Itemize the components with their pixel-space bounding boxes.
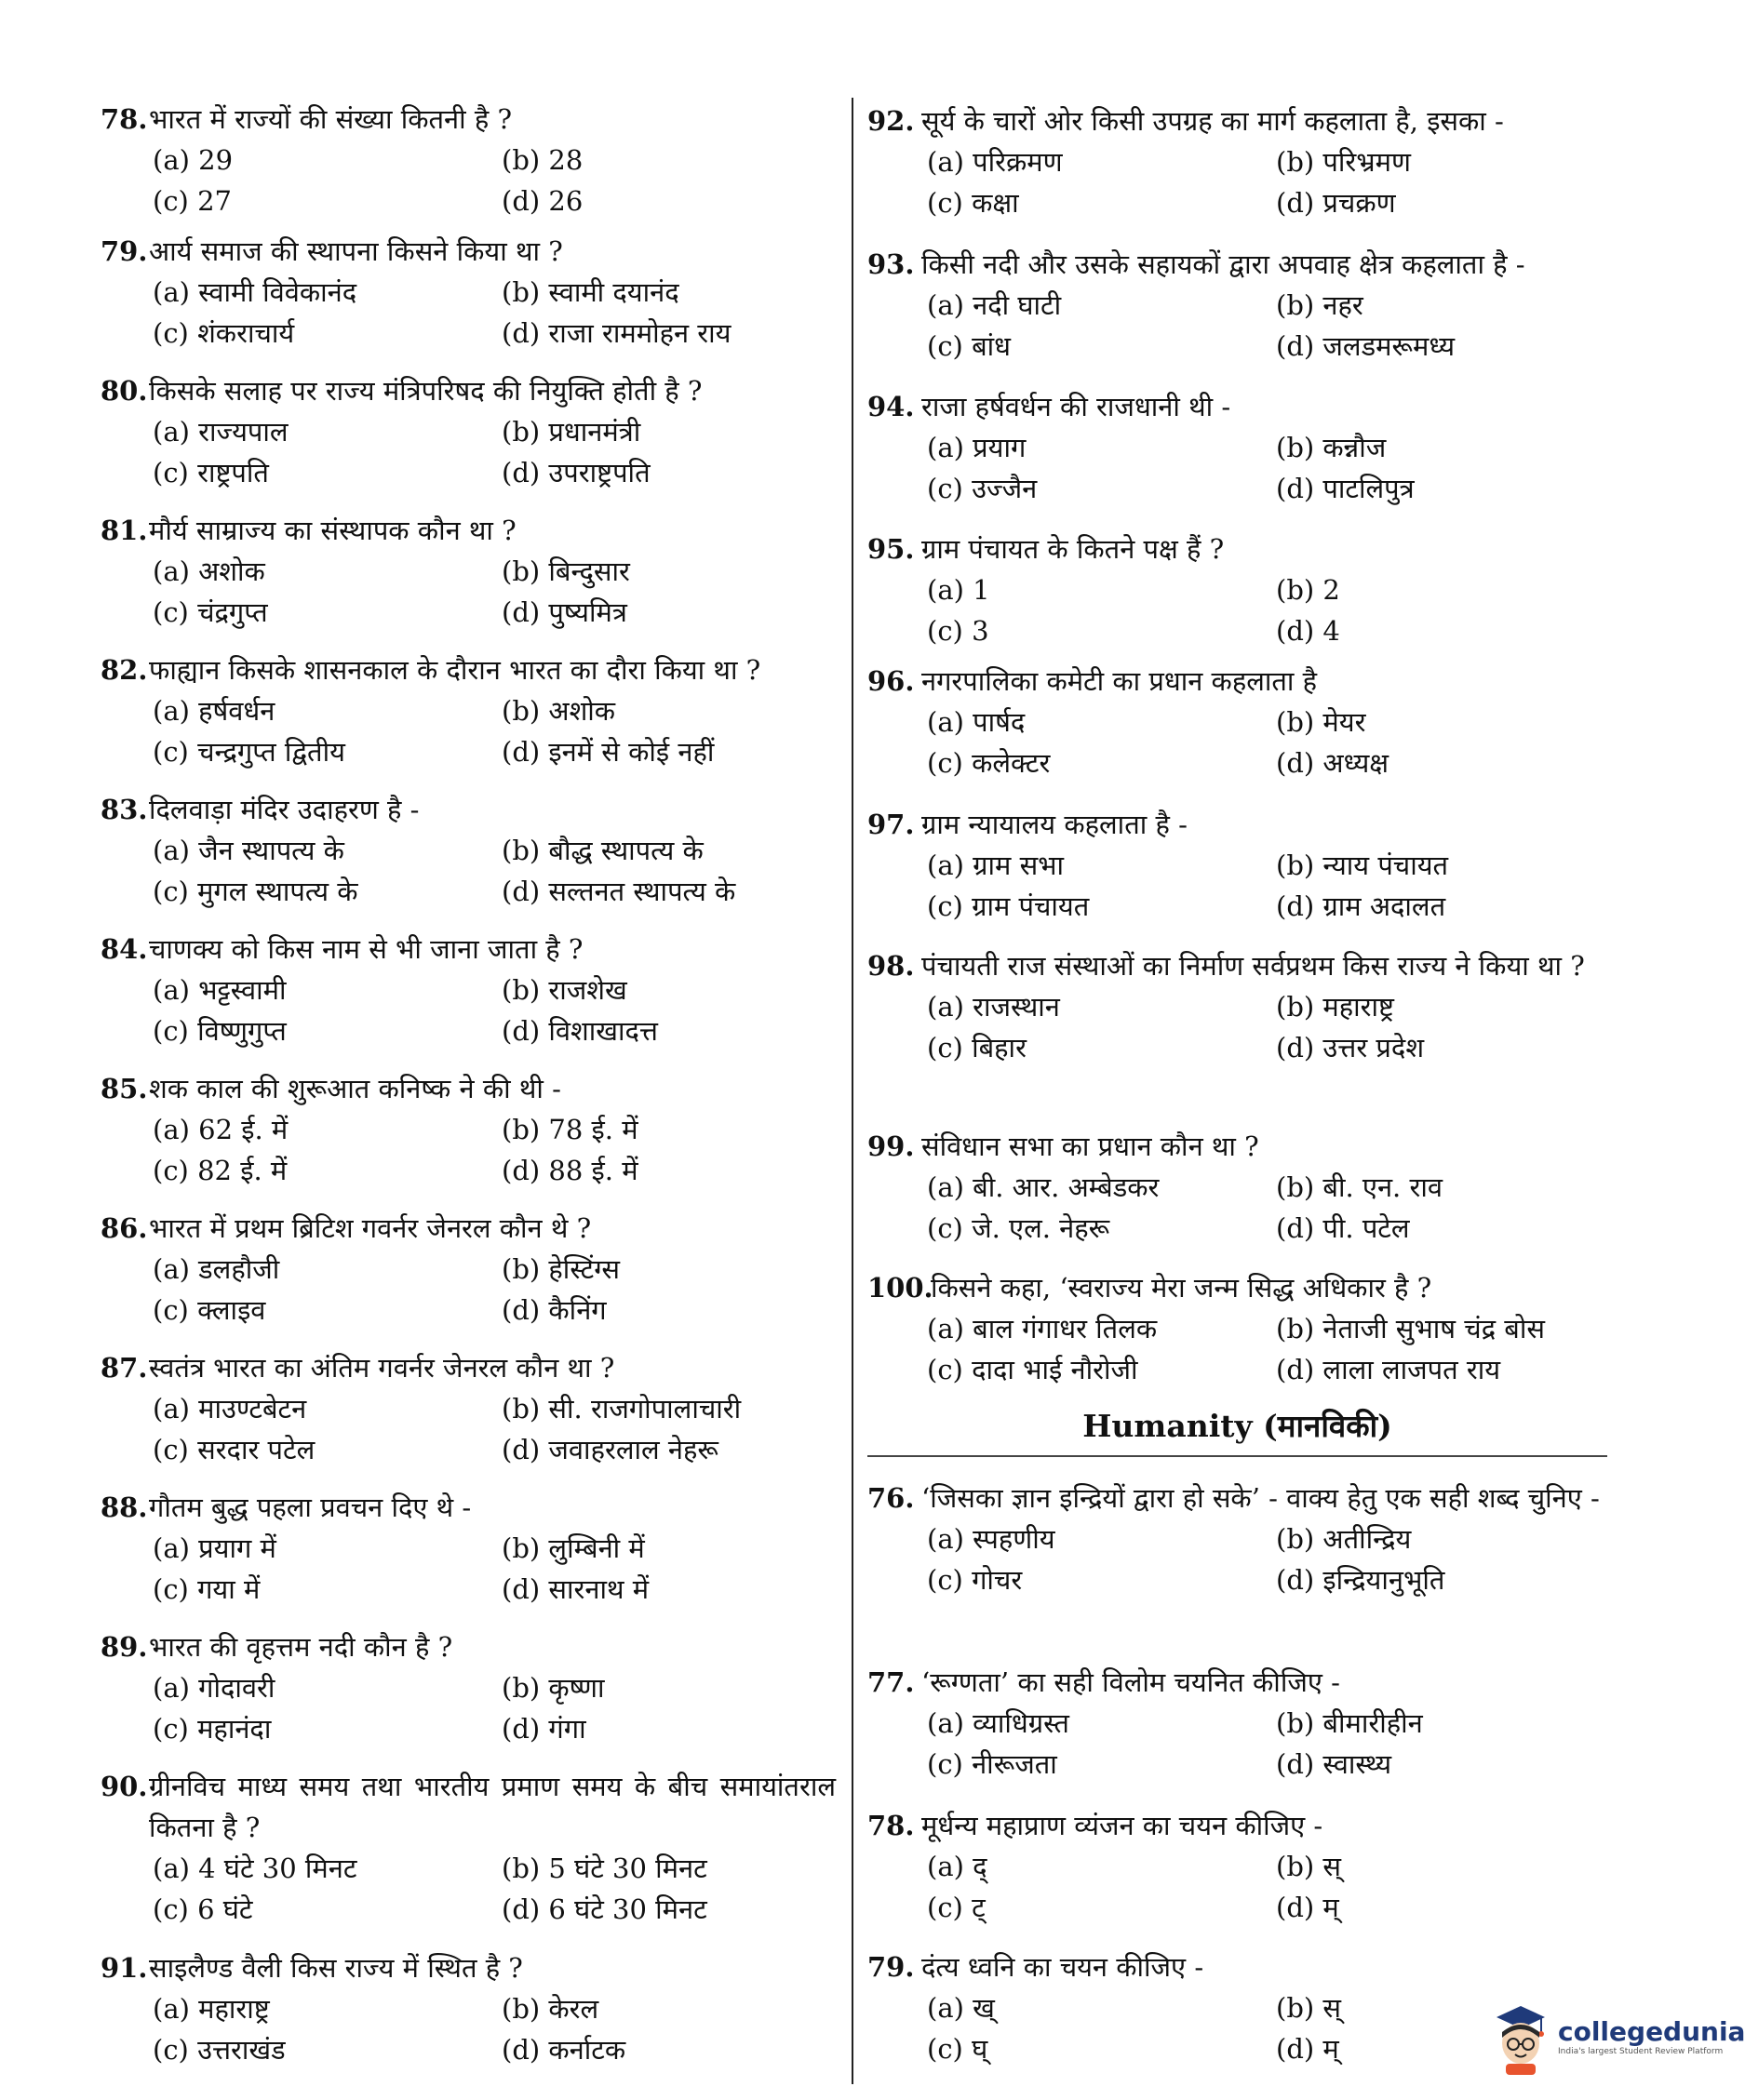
- option-a: (a) हर्षवर्धन: [153, 695, 275, 727]
- option-c: (c) 3: [927, 615, 989, 647]
- question-number: 89.: [101, 1631, 148, 1663]
- question-number: 86.: [101, 1212, 148, 1244]
- option-c: (c) चंद्रगुप्त: [153, 596, 268, 628]
- question: [101, 99, 836, 221]
- option-d: (d) इन्द्रियानुभूति: [1276, 1564, 1445, 1596]
- question-text: साइलैण्ड वैली किस राज्य में स्थित है ?: [149, 1952, 523, 1984]
- logo-tagline: India's largest Student Review Platform: [1558, 2047, 1724, 2056]
- question-number: 79.: [867, 1951, 915, 1983]
- option-a: (a) जैन स्थापत्य के: [153, 835, 344, 866]
- option-c: (c) 6 घंटे: [153, 1893, 253, 1925]
- option-b: (b) स्: [1276, 1992, 1342, 2024]
- question: [867, 244, 1612, 367]
- option-a: (a) ख्: [927, 1992, 995, 2024]
- question-text: किसके सलाह पर राज्य मंत्रिपरिषद की नियुक्ति होती है ?: [149, 375, 703, 407]
- option-c: (c) शंकराचार्य: [153, 317, 295, 349]
- option-b: (b) बिन्दुसार: [502, 555, 630, 587]
- question-number: 94.: [867, 391, 915, 422]
- question-text: ग्राम न्यायालय कहलाता है -: [921, 809, 1188, 840]
- question-text: मूर्धन्य महाप्राण व्यंजन का चयन कीजिए -: [921, 1810, 1323, 1841]
- option-b: (b) प्रधानमंत्री: [502, 416, 641, 448]
- option-b: (b) बौद्ध स्थापत्य के: [502, 835, 704, 866]
- option-b: (b) लुम्बिनी में: [502, 1532, 645, 1564]
- option-d: (d) 6 घंटे 30 मिनट: [502, 1893, 707, 1925]
- question-number: 99.: [867, 1130, 915, 1162]
- option-b: (b) न्याय पंचायत: [1276, 849, 1449, 881]
- collegedunia-logo: [1487, 1991, 1745, 2084]
- question-text: भारत में राज्यों की संख्या कितनी है ?: [149, 103, 512, 135]
- option-d: (d) विशाखादत्त: [502, 1015, 658, 1047]
- question-text: गौतम बुद्ध पहला प्रवचन दिए थे -: [149, 1491, 472, 1523]
- option-a: (a) गोदावरी: [153, 1672, 275, 1704]
- question: [867, 1478, 1612, 1600]
- option-b: (b) स्वामी दयानंद: [502, 276, 679, 308]
- option-c: (c) मुगल स्थापत्य के: [153, 876, 358, 907]
- question-text: नगरपालिका कमेटी का प्रधान कहलाता है: [921, 665, 1318, 697]
- option-d: (d) पी. पटेल: [1276, 1212, 1410, 1244]
- option-b: (b) सी. राजगोपालाचारी: [502, 1393, 742, 1425]
- option-d: (d) कर्नाटक: [502, 2034, 626, 2066]
- option-d: (d) सल्तनत स्थापत्य के: [502, 876, 736, 907]
- section-rule: [867, 1455, 1607, 1457]
- question-number: 90.: [101, 1771, 148, 1802]
- question: [101, 929, 836, 1051]
- question: [867, 100, 1612, 223]
- logo-name: collegedunia: [1558, 2016, 1745, 2047]
- question-number: 77.: [867, 1666, 915, 1698]
- section-title: Humanity (मानविकी): [1082, 1408, 1392, 1444]
- question-text: मौर्य साम्राज्य का संस्थापक कौन था ?: [149, 515, 517, 546]
- question: [101, 1208, 836, 1331]
- question-text: संविधान सभा का प्रधान कौन था ?: [921, 1130, 1259, 1162]
- option-b: (b) 78 ई. में: [502, 1114, 638, 1145]
- option-b: (b) 28: [502, 144, 584, 176]
- question-number: 84.: [101, 933, 148, 965]
- option-d: (d) राजा राममोहन राय: [502, 317, 732, 349]
- option-a: (a) स्वामी विवेकानंद: [153, 276, 357, 308]
- question-number: 88.: [101, 1491, 148, 1523]
- option-a: (a) प्रयाग: [927, 432, 1027, 463]
- question-text: भारत में प्रथम ब्रिटिश गवर्नर जेनरल कौन थे ?: [149, 1212, 592, 1244]
- question: [101, 1347, 836, 1470]
- option-d: (d) पुष्यमित्र: [502, 596, 627, 628]
- question-text: फाह्यान किसके शासनकाल के दौरान भारत का दौरा किया था ?: [149, 654, 761, 686]
- option-c: (c) 82 ई. में: [153, 1155, 288, 1186]
- question-text: चाणक्य को किस नाम से भी जाना जाता है ?: [149, 933, 584, 965]
- question-text: राजा हर्षवर्धन की राजधानी थी -: [921, 391, 1231, 422]
- question-text: स्वतंत्र भारत का अंतिम गवर्नर जेनरल कौन था ?: [149, 1352, 615, 1384]
- option-b: (b) महाराष्ट्र: [1276, 991, 1394, 1023]
- option-d: (d) लाला लाजपत राय: [1276, 1354, 1501, 1385]
- column-divider: [852, 98, 853, 2084]
- option-b: (b) 2: [1276, 574, 1340, 606]
- option-c: (c) नीरूजता: [927, 1748, 1057, 1780]
- option-a: (a) माउण्टबेटन: [153, 1393, 307, 1425]
- question: [101, 1947, 836, 2070]
- question-number: 85.: [101, 1073, 148, 1104]
- question: [101, 370, 836, 493]
- question-text: किसी नदी और उसके सहायकों द्वारा अपवाह क्षेत्र कहलाता है -: [921, 248, 1525, 280]
- option-a: (a) द्: [927, 1851, 987, 1882]
- option-c: (c) विष्णुगुप्त: [153, 1015, 287, 1047]
- option-a: (a) व्याधिग्रस्त: [927, 1707, 1069, 1739]
- option-a: (a) ग्राम सभा: [927, 849, 1065, 881]
- question-number: 81.: [101, 515, 148, 546]
- option-a: (a) नदी घाटी: [927, 289, 1062, 321]
- option-c: (c) कलेक्टर: [927, 747, 1051, 779]
- option-a: (a) बाल गंगाधर तिलक: [927, 1313, 1158, 1344]
- question: [101, 1487, 836, 1610]
- option-d: (d) गंगा: [502, 1713, 586, 1745]
- option-d: (d) जलडमरूमध्य: [1276, 330, 1456, 362]
- option-c: (c) उज्जैन: [927, 473, 1038, 504]
- option-d: (d) उत्तर प्रदेश: [1276, 1032, 1425, 1063]
- option-d: (d) स्वास्थ्य: [1276, 1748, 1392, 1780]
- option-a: (a) प्रयाग में: [153, 1532, 276, 1564]
- option-d: (d) 26: [502, 185, 584, 217]
- option-c: (c) चन्द्रगुप्त द्वितीय: [153, 736, 345, 768]
- option-a: (a) भट्टस्वामी: [153, 974, 287, 1006]
- question-text: किसने कहा, ‘स्वराज्य मेरा जन्म सिद्ध अधिकार है ?: [931, 1272, 1432, 1304]
- question: [867, 1267, 1612, 1390]
- question-number: 78.: [867, 1810, 915, 1841]
- option-c: (c) बिहार: [927, 1032, 1027, 1063]
- option-a: (a) 4 घंटे 30 मिनट: [153, 1853, 357, 1884]
- option-d: (d) इनमें से कोई नहीं: [502, 736, 715, 768]
- question-text: भारत की वृहत्तम नदी कौन है ?: [149, 1631, 453, 1663]
- option-a: (a) राजस्थान: [927, 991, 1060, 1023]
- question: [867, 1662, 1612, 1785]
- question-text: शक काल की शुरूआत कनिष्क ने की थी -: [149, 1073, 561, 1104]
- question-number: 95.: [867, 533, 915, 565]
- option-a: (a) 62 ई. में: [153, 1114, 289, 1145]
- option-b: (b) स्: [1276, 1851, 1342, 1882]
- question: [101, 1766, 836, 1930]
- option-d: (d) जवाहरलाल नेहरू: [502, 1434, 718, 1465]
- option-b: (b) अतीन्द्रिय: [1276, 1523, 1412, 1555]
- question: [867, 1805, 1612, 1928]
- option-b: (b) केरल: [502, 1993, 599, 2025]
- option-b: (b) परिभ्रमण: [1276, 146, 1411, 178]
- question: [101, 1626, 836, 1749]
- option-d: (d) अध्यक्ष: [1276, 747, 1389, 779]
- question: [867, 945, 1612, 1068]
- option-d: (d) प्रचक्रण: [1276, 187, 1396, 219]
- option-a: (a) परिक्रमण: [927, 146, 1063, 178]
- option-b: (b) 5 घंटे 30 मिनट: [502, 1853, 707, 1884]
- question-number: 82.: [101, 654, 148, 686]
- question-text: दंत्य ध्वनि का चयन कीजिए -: [921, 1951, 1204, 1983]
- option-c: (c) कक्षा: [927, 187, 1019, 219]
- question-number: 93.: [867, 248, 915, 280]
- option-d: (d) कैनिंग: [502, 1294, 607, 1326]
- option-a: (a) राज्यपाल: [153, 416, 289, 448]
- option-d: (d) म्: [1276, 2033, 1339, 2065]
- option-c: (c) राष्ट्रपति: [153, 457, 269, 488]
- option-b: (b) राजशेख: [502, 974, 627, 1006]
- question-number: 76.: [867, 1482, 915, 1514]
- option-c: (c) उत्तराखंड: [153, 2034, 286, 2066]
- question: [101, 649, 836, 772]
- question-number: 83.: [101, 794, 148, 825]
- option-a: (a) अशोक: [153, 555, 265, 587]
- option-a: (a) डलहौजी: [153, 1253, 280, 1285]
- question-text: ‘रूग्णता’ का सही विलोम चयनित कीजिए -: [921, 1666, 1340, 1698]
- option-d: (d) सारनाथ में: [502, 1573, 650, 1605]
- option-d: (d) म्: [1276, 1892, 1339, 1923]
- question-text: आर्य समाज की स्थापना किसने किया था ?: [149, 235, 563, 267]
- question: [101, 231, 836, 354]
- question-text: सूर्य के चारों ओर किसी उपग्रह का मार्ग कहलाता है, इसका -: [921, 105, 1504, 137]
- option-b: (b) बी. एन. राव: [1276, 1171, 1443, 1203]
- option-b: (b) बीमारीहीन: [1276, 1707, 1423, 1739]
- option-c: (c) सरदार पटेल: [153, 1434, 315, 1465]
- option-c: (c) बांध: [927, 330, 1011, 362]
- question: [867, 1126, 1612, 1249]
- option-b: (b) कृष्णा: [502, 1672, 605, 1704]
- question-number: 97.: [867, 809, 915, 840]
- option-b: (b) हेस्टिंग्स: [502, 1253, 620, 1285]
- question-number: 96.: [867, 665, 915, 697]
- option-d: (d) पाटलिपुत्र: [1276, 473, 1415, 504]
- question-number: 79.: [101, 235, 148, 267]
- option-c: (c) जे. एल. नेहरू: [927, 1212, 1110, 1244]
- option-d: (d) उपराष्ट्रपति: [502, 457, 651, 488]
- option-b: (b) नहर: [1276, 289, 1363, 321]
- question-number: 80.: [101, 375, 148, 407]
- question-number: 98.: [867, 950, 915, 982]
- option-a: (a) पार्षद: [927, 706, 1026, 738]
- option-c: (c) गोचर: [927, 1564, 1023, 1596]
- question: [867, 1946, 1379, 2069]
- option-b: (b) कन्नौज: [1276, 432, 1387, 463]
- option-a: (a) 1: [927, 574, 990, 606]
- question-number: 87.: [101, 1352, 148, 1384]
- question: [867, 661, 1612, 783]
- option-d: (d) ग्राम अदालत: [1276, 890, 1446, 922]
- question: [101, 510, 836, 633]
- option-d: (d) 4: [1276, 615, 1340, 647]
- option-c: (c) गया में: [153, 1573, 261, 1605]
- question: [101, 789, 836, 912]
- option-c: (c) ग्राम पंचायत: [927, 890, 1090, 922]
- student-mascot-icon: [1487, 2000, 1554, 2075]
- question: [867, 528, 1612, 651]
- question-text: ‘जिसका ज्ञान इन्द्रियों द्वारा हो सके’ - वाक्य हेतु एक सही शब्द चुनिए -: [921, 1482, 1600, 1514]
- option-a: (a) स्पहणीय: [927, 1523, 1055, 1555]
- question-number: 78.: [101, 103, 148, 135]
- question-number: 92.: [867, 105, 915, 137]
- option-c: (c) 27: [153, 185, 232, 217]
- question-text: ग्राम पंचायत के कितने पक्ष हैं ?: [921, 533, 1225, 565]
- option-c: (c) क्लाइव: [153, 1294, 266, 1326]
- question-text: पंचायती राज संस्थाओं का निर्माण सर्वप्रथम किस राज्य ने किया था ?: [921, 950, 1585, 982]
- option-c: (c) दादा भाई नौरोजी: [927, 1354, 1138, 1385]
- option-b: (b) अशोक: [502, 695, 616, 727]
- question-number: 100.: [867, 1272, 933, 1304]
- option-b: (b) मेयर: [1276, 706, 1366, 738]
- question-text: दिलवाड़ा मंदिर उदाहरण है -: [149, 794, 420, 825]
- question: [867, 804, 1612, 927]
- option-b: (b) नेताजी सुभाष चंद्र बोस: [1276, 1313, 1545, 1344]
- option-a: (a) बी. आर. अम्बेडकर: [927, 1171, 1160, 1203]
- question-text: ग्रीनविच माध्य समय तथा भारतीय प्रमाण समय के बीच समायांतराल कितना है ?: [149, 1771, 836, 1843]
- question: [867, 386, 1612, 509]
- option-c: (c) महानंदा: [153, 1713, 272, 1745]
- option-a: (a) महाराष्ट्र: [153, 1993, 270, 2025]
- option-d: (d) 88 ई. में: [502, 1155, 638, 1186]
- option-a: (a) 29: [153, 144, 234, 176]
- question: [101, 1068, 836, 1191]
- question-number: 91.: [101, 1952, 148, 1984]
- option-c: (c) ट्: [927, 1892, 986, 1923]
- option-c: (c) घ्: [927, 2033, 988, 2065]
